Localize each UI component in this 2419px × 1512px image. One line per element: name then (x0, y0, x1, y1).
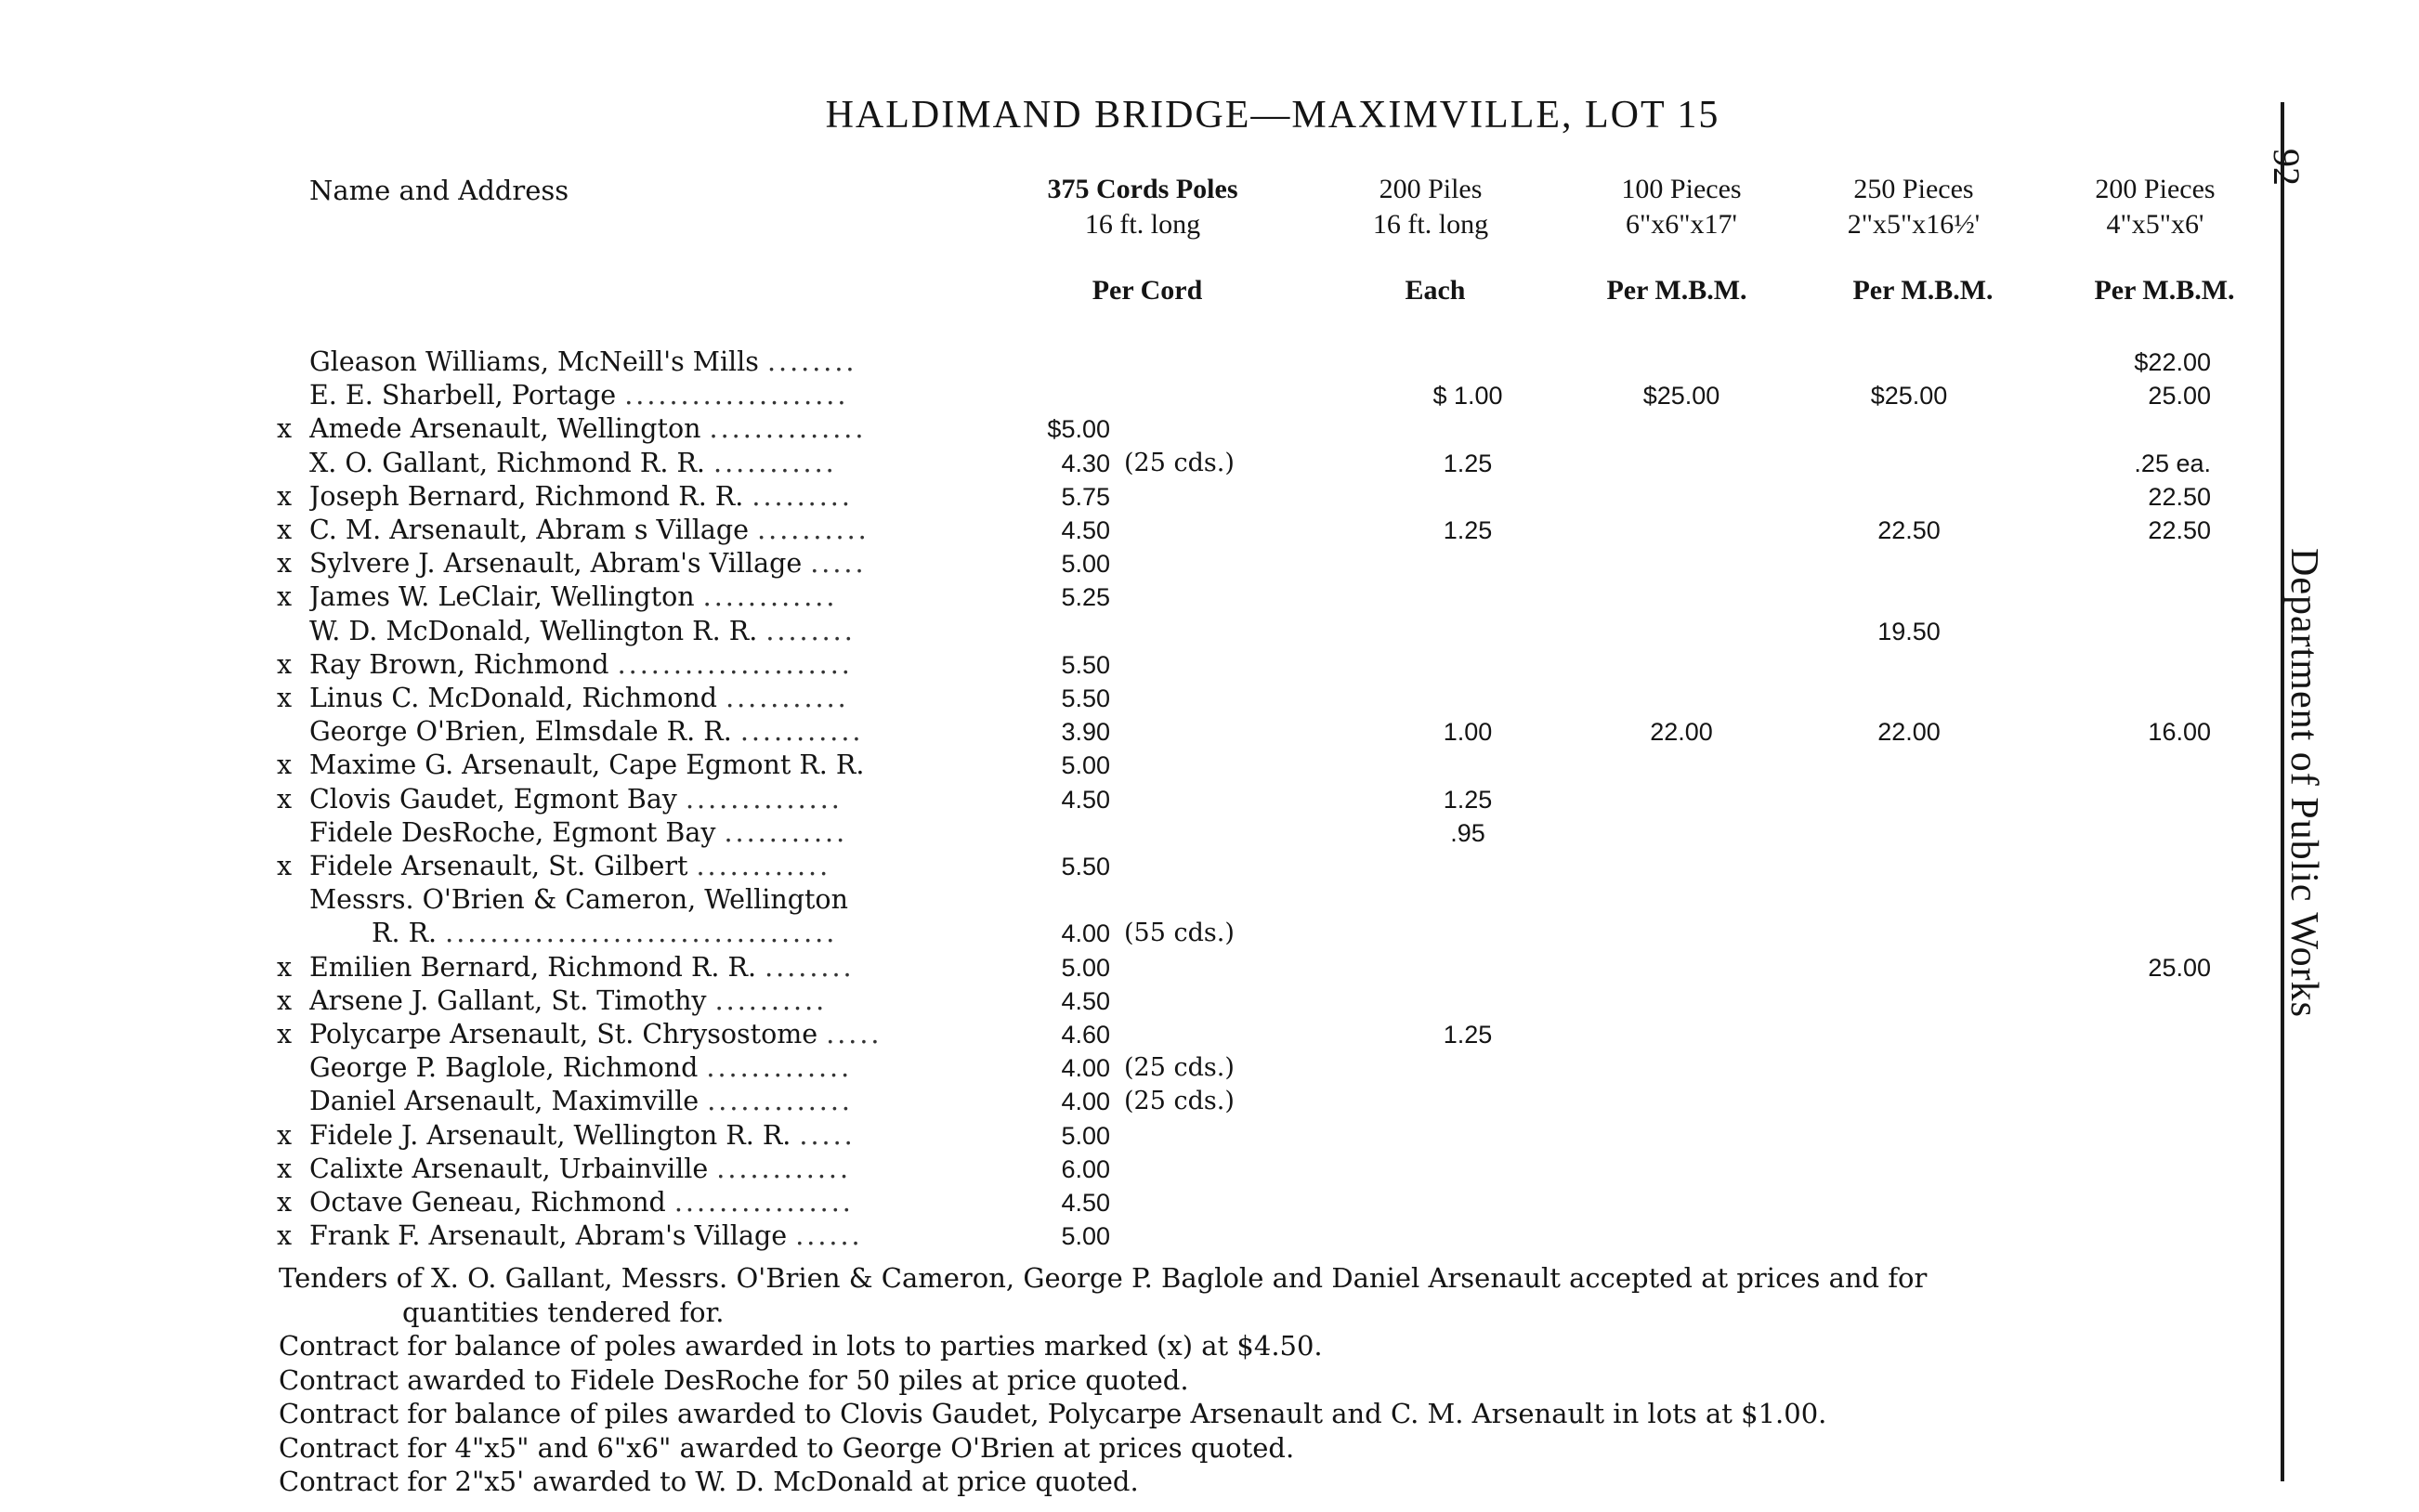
award-mark: x (277, 984, 293, 1016)
tenderer-name (309, 412, 1006, 446)
cord-quantity-note: (25 cds.) (1124, 448, 1235, 477)
tenderer-name-text: Emilien Bernard, Richmond R. R. (309, 951, 757, 983)
tenderer-name-text: Maxime G. Arsenault, Cape Egmont R. R. (309, 749, 865, 781)
header-col-4x5-line2: 4"x5"x6' (2106, 209, 2204, 240)
price-per-pile: $ 1.00 (1432, 382, 1503, 411)
note-obrien-award: Contract for 4"x5" and 6"x6" awarded to George O'Brien at prices quoted. (279, 1431, 1295, 1464)
header-name-address: Name and Address (309, 175, 569, 206)
tenderer-name-text: W. D. McDonald, Wellington R. R. (309, 615, 758, 646)
price-per-cord: 4.60 (1061, 1021, 1110, 1049)
unit-per-cord: Per Cord (1092, 275, 1203, 306)
tenderer-name-text: James W. LeClair, Wellington (309, 581, 695, 613)
table-row (0, 480, 2276, 514)
tenderer-name (309, 850, 1006, 883)
leader-dots: ..... (810, 548, 867, 580)
leader-dots: ..... (799, 1119, 856, 1151)
note-mcdonald-award: Contract for 2"x5' awarded to W. D. McDonald at price quoted. (279, 1466, 1139, 1497)
price-per-cord: 4.30 (1061, 449, 1110, 477)
table-row (0, 648, 2276, 682)
price-per-cord: 3.90 (1061, 718, 1110, 747)
header-col-6x6 (1579, 172, 1784, 242)
price-4x5: .25 ea. (2134, 449, 2211, 477)
tenderer-name-text: Linus C. McDonald, Richmond (309, 683, 717, 713)
tenderer-name (309, 1119, 1006, 1153)
header-col-2x5-line1: 250 Pieces (1853, 174, 1974, 204)
running-head-department: Department of Public Works (2282, 548, 2325, 1018)
award-mark: x (277, 480, 293, 512)
table-row (0, 1018, 2276, 1051)
tenderer-name (309, 883, 1006, 917)
leader-dots: ............ (716, 1153, 852, 1184)
award-mark: x (277, 648, 293, 680)
tenderer-name-text: Polycarpe Arsenault, St. Chrysostome (309, 1019, 818, 1049)
price-per-pile: 1.25 (1443, 516, 1493, 544)
note-tenders-accepted: Tenders of X. O. Gallant, Messrs. O'Brien & Cameron, George P. Baglole and Daniel Arsenault accepted at prices and for (279, 1262, 1928, 1294)
table-row (0, 715, 2276, 749)
leader-dots: ........... (739, 716, 864, 748)
price-per-pile: 1.25 (1443, 449, 1493, 477)
table-row (0, 514, 2276, 547)
header-col-poles (1013, 172, 1273, 242)
price-per-cord: 6.00 (1061, 1154, 1110, 1183)
award-mark: x (277, 951, 293, 983)
tenderer-name (309, 1051, 1006, 1085)
tenderer-name (309, 379, 1006, 412)
price-per-cord: 5.50 (1061, 650, 1110, 679)
price-2x5: $25.00 (1870, 382, 1948, 411)
price-per-pile: 1.25 (1443, 1021, 1493, 1049)
tenderer-name (309, 648, 1006, 682)
table-row (0, 1085, 2276, 1118)
header-col-4x5-line1: 200 Pieces (2095, 174, 2216, 204)
award-mark: x (277, 413, 293, 445)
header-col-2x5 (1811, 172, 2016, 242)
page-number: 92 (2266, 149, 2308, 186)
note-poles-award: Contract for balance of poles awarded in lots to parties marked (x) at $4.50. (279, 1330, 1323, 1362)
tenderer-name-text: Fidele DesRoche, Egmont Bay (309, 816, 716, 848)
price-per-cord: 5.00 (1061, 1222, 1110, 1251)
leader-dots: ............. (707, 1086, 853, 1117)
tenderer-name (309, 749, 1006, 782)
tenderer-name (309, 951, 1006, 984)
table-row (0, 1153, 2276, 1186)
note-tenders-accepted-cont: quantities tendered for. (402, 1296, 725, 1328)
tenderer-name-text: X. O. Gallant, Richmond R. R. (309, 447, 705, 478)
tenderer-name (309, 480, 1006, 514)
tenderer-name-text: Octave Geneau, Richmond (309, 1187, 666, 1218)
price-per-pile: .95 (1450, 818, 1485, 847)
header-col-poles-line1: 375 Cords Poles (1047, 174, 1238, 204)
tenderer-name (309, 345, 1006, 379)
tenderer-name-text: R. R. (372, 918, 438, 949)
tenderer-name (309, 1153, 1006, 1186)
price-per-cord: 5.00 (1061, 751, 1110, 780)
table-row (0, 1119, 2276, 1153)
award-mark: x (277, 749, 293, 781)
price-2x5: 22.50 (1877, 516, 1941, 544)
tenderer-name (309, 547, 1006, 580)
leader-dots: ............ (702, 581, 838, 613)
cord-quantity-note: (25 cds.) (1124, 1053, 1235, 1083)
tenderer-name-text: George P. Baglole, Richmond (309, 1052, 699, 1084)
table-row (0, 816, 2276, 850)
price-per-cord: 5.50 (1061, 684, 1110, 712)
header-col-2x5-line2: 2"x5"x16½' (1847, 209, 1981, 240)
table-row (0, 1051, 2276, 1085)
tenderer-name-text: Clovis Gaudet, Egmont Bay (309, 783, 677, 815)
header-col-poles-line2: 16 ft. long (1084, 209, 1201, 240)
tenderer-name (309, 1018, 1006, 1051)
leader-dots: .............. (709, 413, 867, 445)
tenderer-name-text: Fidele Arsenault, St. Gilbert (309, 851, 688, 881)
tenderer-name (309, 615, 1006, 648)
tenderer-name (309, 682, 1006, 715)
table-row (0, 345, 2276, 379)
leader-dots: ........... (726, 683, 849, 713)
tenderer-name-text: George O'Brien, Elmsdale R. R. (309, 716, 732, 748)
price-4x5: 22.50 (2148, 516, 2211, 544)
price-6x6: 22.00 (1650, 718, 1713, 747)
price-per-cord: 5.00 (1061, 1121, 1110, 1150)
table-row (0, 1186, 2276, 1219)
award-mark: x (277, 1119, 293, 1151)
cord-quantity-note: (55 cds.) (1124, 919, 1235, 948)
price-per-cord: 5.00 (1061, 953, 1110, 982)
tenderer-name (309, 816, 1006, 850)
header-col-4x5 (2053, 172, 2257, 242)
price-per-pile: 1.25 (1443, 785, 1493, 814)
price-4x5: 22.50 (2148, 482, 2211, 511)
tenderer-name (309, 1186, 1006, 1219)
award-mark: x (277, 1187, 293, 1218)
leader-dots: .......... (757, 515, 870, 545)
price-per-cord: 5.00 (1061, 550, 1110, 579)
table-row (0, 783, 2276, 816)
leader-dots: ................ (673, 1187, 854, 1218)
award-mark: x (277, 581, 293, 613)
note-desroche-award: Contract awarded to Fidele DesRoche for 50 piles at price quoted. (279, 1363, 1189, 1396)
unit-per-mbm-6x6: Per M.B.M. (1606, 275, 1747, 306)
award-mark: x (277, 1220, 293, 1252)
table-row (0, 951, 2276, 984)
leader-dots: ......... (752, 480, 853, 512)
award-mark: x (277, 515, 293, 545)
table-row (0, 580, 2276, 614)
award-mark: x (277, 683, 293, 713)
cord-quantity-note: (25 cds.) (1124, 1087, 1235, 1116)
award-notes (279, 1261, 2248, 1499)
price-per-cord: 4.00 (1061, 919, 1110, 948)
table-row (0, 412, 2276, 446)
table-row (0, 1219, 2276, 1253)
tenderer-name (309, 783, 1006, 816)
price-per-cord: 4.00 (1061, 1054, 1110, 1083)
tenderer-name-text: Gleason Williams, McNeill's Mills (309, 346, 759, 377)
price-2x5: 19.50 (1877, 617, 1941, 645)
tenderer-name-text: Daniel Arsenault, Maximville (309, 1086, 700, 1117)
tenderer-name (309, 514, 1006, 547)
leader-dots: .................... (624, 380, 849, 411)
tenderer-name-text: Frank F. Arsenault, Abram's Village (309, 1220, 788, 1252)
price-per-cord: 5.75 (1061, 482, 1110, 511)
leader-dots: ............. (706, 1052, 853, 1084)
header-col-piles-line1: 200 Piles (1379, 174, 1483, 204)
tenderer-name (309, 1085, 1006, 1118)
award-mark: x (277, 1153, 293, 1184)
leader-dots: ........... (713, 447, 837, 478)
price-4x5: 16.00 (2148, 718, 2211, 747)
price-per-cord: 4.50 (1061, 986, 1110, 1015)
tenderer-name-text: Joseph Bernard, Richmond R. R. (309, 480, 744, 512)
award-mark: x (277, 783, 293, 815)
award-mark: x (277, 851, 293, 881)
tenderer-name-text: Arsene J. Gallant, St. Timothy (309, 984, 707, 1016)
tenderer-name-text: Calixte Arsenault, Urbainville (309, 1153, 709, 1184)
tenderer-name (309, 1219, 1006, 1253)
leader-dots: .............. (685, 783, 843, 815)
leader-dots: ..................... (617, 648, 853, 680)
leader-dots: ........ (766, 346, 857, 377)
price-4x5: 25.00 (2148, 953, 2211, 982)
header-col-6x6-line2: 6"x6"x17' (1626, 209, 1737, 240)
leader-dots: ..... (826, 1019, 883, 1049)
tenderer-name-text: Sylvere J. Arsenault, Abram's Village (309, 548, 803, 580)
unit-each: Each (1405, 275, 1466, 306)
tenderer-name-text: Ray Brown, Richmond (309, 648, 609, 680)
tenderer-name-text: C. M. Arsenault, Abram s Village (309, 515, 750, 545)
leader-dots: ................................... (445, 918, 838, 949)
tenderer-name (309, 580, 1006, 614)
price-6x6: $25.00 (1642, 382, 1720, 411)
price-per-cord: $5.00 (1047, 415, 1110, 444)
price-per-cord: 4.50 (1061, 785, 1110, 814)
table-row (0, 883, 2276, 917)
price-4x5: $22.00 (2134, 348, 2211, 376)
page-title: HALDIMAND BRIDGE—MAXIMVILLE, LOT 15 (825, 94, 1720, 137)
header-col-6x6-line1: 100 Pieces (1621, 174, 1742, 204)
price-per-cord: 4.50 (1061, 1189, 1110, 1217)
table-row (0, 447, 2276, 480)
table-row (0, 547, 2276, 580)
unit-per-mbm-4x5: Per M.B.M. (2094, 275, 2235, 306)
leader-dots: ........... (724, 816, 848, 848)
tenderer-name-text: Messrs. O'Brien & Cameron, Wellington (309, 884, 848, 916)
price-per-cord: 4.50 (1061, 516, 1110, 544)
tenderer-name (309, 715, 1006, 749)
leader-dots: ........ (765, 615, 856, 646)
price-per-pile: 1.00 (1443, 718, 1493, 747)
leader-dots: ...... (795, 1220, 863, 1252)
unit-per-mbm-2x5: Per M.B.M. (1852, 275, 1994, 306)
tenderer-name (372, 917, 1068, 950)
price-per-cord: 5.50 (1061, 853, 1110, 880)
award-mark: x (277, 1019, 293, 1049)
header-col-piles (1328, 172, 1533, 242)
tenderer-name (309, 447, 1006, 480)
tenderer-name (309, 984, 1006, 1018)
table-row (0, 749, 2276, 782)
price-4x5: 25.00 (2148, 382, 2211, 411)
tenderer-name-text: E. E. Sharbell, Portage (309, 380, 617, 411)
leader-dots: ............ (696, 851, 831, 881)
leader-dots: .......... (714, 984, 828, 1016)
table-row (0, 379, 2276, 412)
price-per-cord: 4.00 (1061, 1088, 1110, 1116)
header-col-piles-line2: 16 ft. long (1372, 209, 1489, 240)
tenderer-name-text: Amede Arsenault, Wellington (309, 413, 701, 445)
leader-dots: ........ (765, 951, 855, 983)
price-per-cord: 5.25 (1061, 583, 1110, 612)
tenderer-name-text: Fidele J. Arsenault, Wellington R. R. (309, 1119, 791, 1151)
note-piles-award: Contract for balance of piles awarded to Clovis Gaudet, Polycarpe Arsenault and C. M. Arsenault in lots at $1.00. (279, 1398, 1827, 1429)
table-row (0, 682, 2276, 715)
table-row (0, 615, 2276, 648)
table-row (0, 917, 2276, 950)
price-2x5: 22.00 (1877, 718, 1941, 747)
table-row (0, 984, 2276, 1018)
table-row (0, 850, 2276, 883)
award-mark: x (277, 548, 293, 580)
